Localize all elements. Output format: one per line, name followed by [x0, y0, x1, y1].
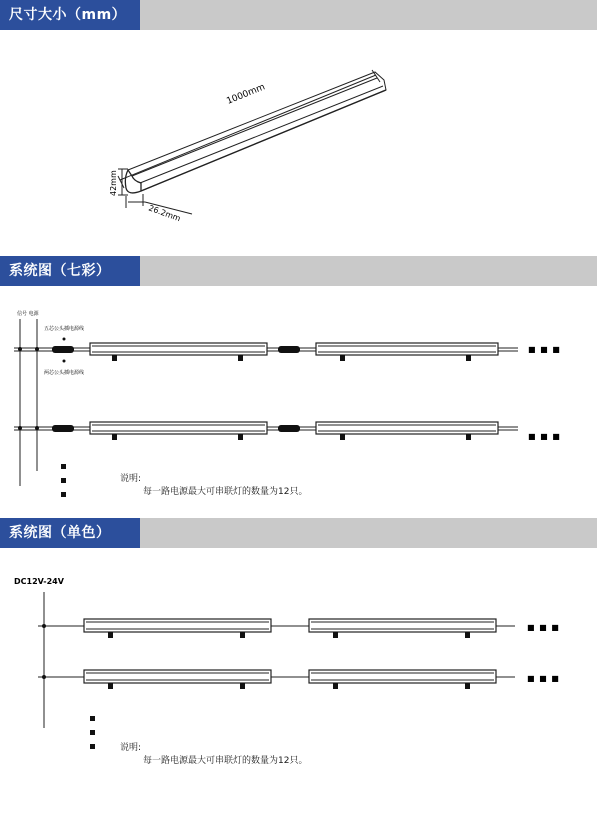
header-bar — [140, 518, 597, 548]
header-bar — [140, 256, 597, 286]
note-label: 说明: — [120, 474, 142, 484]
dimension-drawing — [0, 30, 597, 250]
section-title: 尺寸大小（mm） — [0, 0, 140, 30]
female-connector-label: 两芯公头插电源线 — [44, 370, 85, 376]
row1-ellipsis: ■ ■ ■ — [528, 345, 561, 354]
note-label: 说明: — [120, 743, 142, 753]
row2-ellipsis: ■ ■ ■ — [528, 432, 561, 441]
section-title: 系统图（单色） — [0, 518, 140, 548]
section-title: 系统图（七彩） — [0, 256, 140, 286]
signal-power-label: 信号 电源 — [17, 311, 39, 317]
mono-system-diagram — [0, 548, 597, 773]
male-connector-label: 五芯公头插电源线 — [44, 326, 85, 332]
height-label: 42mm — [109, 170, 118, 196]
header-bar — [140, 0, 597, 30]
voltage-label: DC12V-24V — [14, 577, 64, 586]
section-header-mono — [0, 518, 597, 548]
width-label: 26.2mm — [147, 203, 182, 224]
section-header-size — [0, 0, 597, 30]
section-header-rgb — [0, 256, 597, 286]
note-text: 每一路电源最大可串联灯的数量为12只。 — [143, 487, 308, 497]
note-text: 每一路电源最大可串联灯的数量为12只。 — [143, 756, 308, 766]
row2-ellipsis: ■ ■ ■ — [527, 674, 560, 683]
rgb-system-diagram — [0, 286, 597, 516]
length-label: 1000mm — [225, 82, 267, 107]
row1-ellipsis: ■ ■ ■ — [527, 623, 560, 632]
